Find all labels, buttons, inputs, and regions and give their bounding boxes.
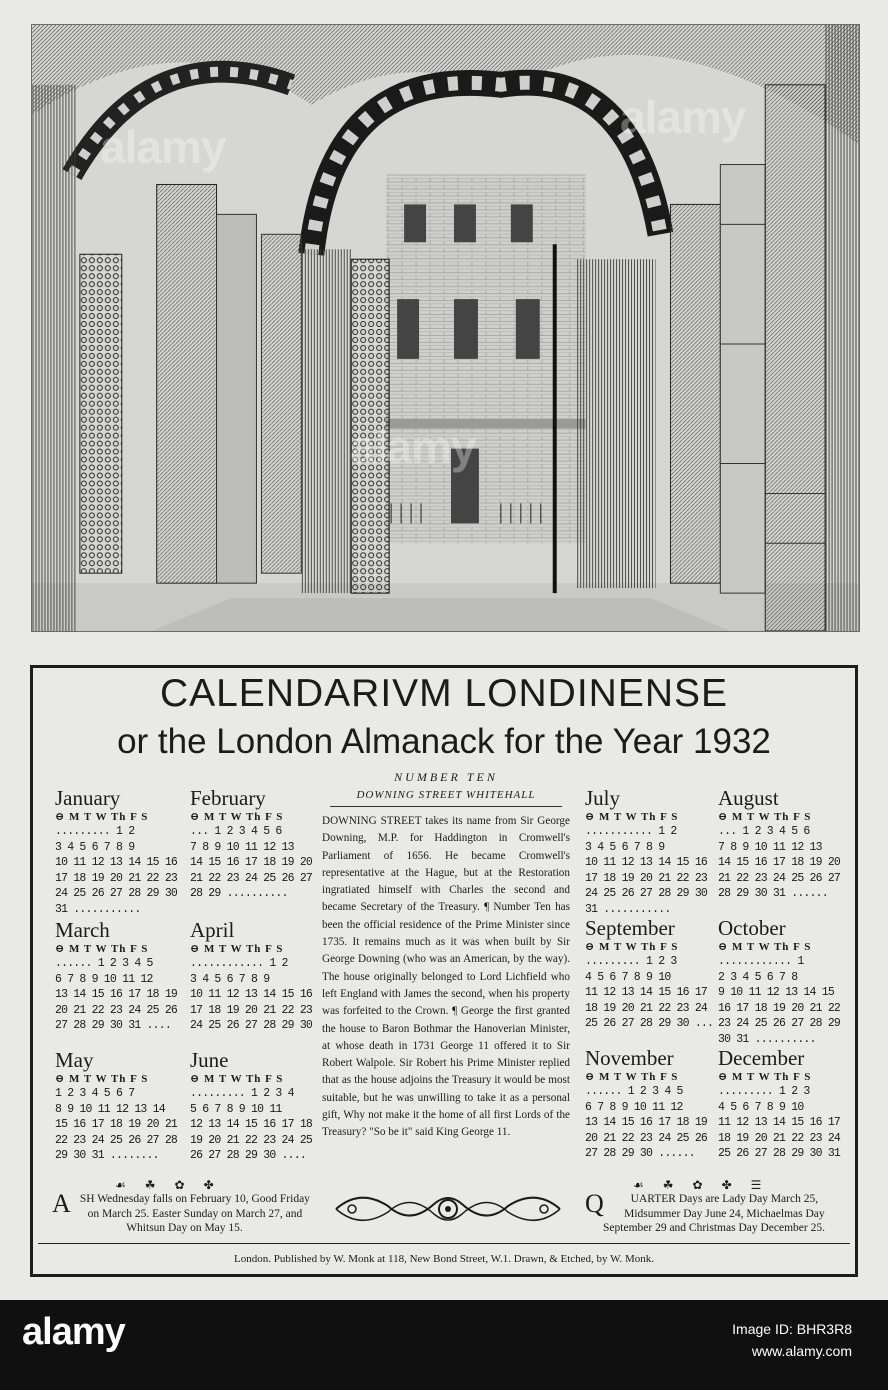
week-row: 6 7 8 9 10 11 12 <box>585 1100 683 1114</box>
note-quarter-days <box>585 1189 843 1236</box>
week-row: 4 5 6 7 8 9 10 <box>718 1100 804 1114</box>
week-row: 4 5 6 7 8 9 10 <box>585 970 671 984</box>
note-text: UARTER Days are Lady Day March 25, Midsummer Day June 24, Michaelmas Day September 29 and Christmas Day December 25. <box>603 1193 825 1234</box>
week-row: 6 7 8 9 10 11 12 <box>55 972 153 986</box>
week-row: 8 9 10 11 12 13 14 <box>55 1102 165 1116</box>
month-november <box>585 1046 717 1162</box>
week-row: 11 12 13 14 15 16 17 <box>585 986 708 999</box>
month-name: March <box>55 918 110 942</box>
publisher-footer: London. Published by W. Monk at 118, New Bond Street, W.1. Drawn, & Etched, by W. Monk. <box>233 1253 655 1265</box>
week-row: 27 28 29 30 ...... <box>585 1147 695 1160</box>
week-row: 20 21 22 23 24 25 26 <box>55 1003 178 1017</box>
week-row: ...... 1 2 3 4 5 <box>55 957 153 970</box>
stock-image-id <box>732 1318 852 1362</box>
stock-logo: alamy <box>22 1311 125 1353</box>
watermark: alamy <box>100 121 226 173</box>
week-row: 17 18 19 20 21 22 23 <box>190 1003 313 1017</box>
stock-url: www.alamy.com <box>751 1343 852 1359</box>
week-row: 18 19 20 21 22 23 24 <box>718 1131 841 1145</box>
month-name: November <box>585 1046 674 1070</box>
week-row: 15 16 17 18 19 20 21 <box>55 1118 178 1131</box>
weekday-header: ⊖ M T W Th F S <box>55 1073 149 1085</box>
drop-cap: A <box>52 1189 71 1218</box>
week-row: 16 17 18 19 20 21 22 <box>718 1001 841 1015</box>
month-name: August <box>718 786 779 810</box>
week-row: 10 11 12 13 14 15 16 <box>585 856 708 869</box>
week-row: ......... 1 2 <box>55 825 135 838</box>
week-row: ............ 1 2 <box>190 957 288 970</box>
decorative-icons-left: ☙ ☘ ✿ ✤ <box>115 1178 222 1192</box>
month-name: September <box>585 916 675 940</box>
week-row: 20 21 22 23 24 25 26 <box>585 1131 708 1145</box>
decorative-icons-right: ☙ ☘ ✿ ✤ ☰ <box>633 1178 770 1192</box>
week-row: 7 8 9 10 11 12 13 <box>190 840 294 854</box>
week-row: 26 27 28 29 30 .... <box>190 1149 306 1162</box>
week-row: 13 14 15 16 17 18 19 <box>55 988 178 1001</box>
week-row: 21 22 23 24 25 26 27 <box>190 871 313 885</box>
article-heading: NUMBER TEN <box>394 770 498 784</box>
week-row: 3 4 5 6 7 8 9 <box>55 840 135 854</box>
week-row: 30 31 .......... <box>718 1032 816 1046</box>
weekday-header: ⊖ M T W Th F S <box>585 941 679 953</box>
week-row: 28 29 30 31 ...... <box>718 887 828 900</box>
note-text: SH Wednesday falls on February 10, Good Friday on March 25. Easter Sunday on March 27, and Whitsun Day on May 15. <box>79 1193 310 1234</box>
week-row: 12 13 14 15 16 17 18 <box>190 1118 313 1131</box>
week-row: 24 25 26 27 28 29 30 <box>55 887 178 900</box>
number-ten-article <box>322 770 570 1142</box>
weekday-header: ⊖ M T W Th F S <box>585 811 679 823</box>
week-row: 22 23 24 25 26 27 28 <box>55 1133 178 1147</box>
calendar-title: CALENDARIVM LONDINENSE <box>159 672 729 715</box>
week-row: 3 4 5 6 7 8 9 <box>190 972 270 986</box>
month-october <box>718 916 850 1047</box>
month-july <box>585 786 717 917</box>
month-december <box>718 1046 850 1162</box>
month-january <box>55 786 187 917</box>
week-row: 14 15 16 17 18 19 20 <box>190 856 313 869</box>
month-march <box>55 918 187 1034</box>
article-body: DOWNING STREET takes its name from Sir George Downing, M.P. for Haddington in Cromwell's Parliament of 1656. He became Cromwell's representative at the Hague, but at the Restoration ingratiated himself with Charles the second and became Secretary of the Treasury. ¶ Number Ten has been the official residence of the Prime Minister since 1735. It remains much as it was when built by Sir George Downing (who was an American, by the way). The house originally belonged to Lord Lichfield who left England with James the second, when his property was forfeited to the Crown. ¶ George the first granted the house to Baron Bothmar the Hanoverian Minister, at whose death in 1731 George 11 offered it to Sir Robert Walpole. Sir Robert his Prime Minister replied that as the house adjoins the Treasury it would be most suitable, but he was unwilling to take it as a personal gift, Why not make it the home of all first Lords of the Treasury? "So be it" said King George 11. <box>322 815 570 1139</box>
month-name: December <box>718 1046 805 1070</box>
month-may <box>55 1048 187 1164</box>
week-row: 31 ........... <box>55 902 141 916</box>
weekday-header: ⊖ M T W Th F S <box>585 1071 679 1083</box>
month-september <box>585 916 717 1032</box>
week-row: 29 30 31 ........ <box>55 1149 159 1162</box>
week-row: 24 25 26 27 28 29 30 <box>585 887 708 900</box>
week-row: 17 18 19 20 21 22 23 <box>55 871 178 885</box>
weekday-header: ⊖ M T W Th F S <box>190 811 284 823</box>
weekday-header: ⊖ M T W Th F S <box>718 811 812 823</box>
week-row: ... 1 2 3 4 5 6 <box>718 825 810 838</box>
month-name: April <box>190 918 235 942</box>
watermark: alamy <box>350 421 476 473</box>
week-row: 25 26 27 28 29 30 ... <box>585 1017 714 1030</box>
week-row: 5 6 7 8 9 10 11 <box>190 1102 282 1116</box>
week-row: 3 4 5 6 7 8 9 <box>585 840 665 854</box>
month-name: January <box>55 786 121 810</box>
week-row: ... 1 2 3 4 5 6 <box>190 825 282 838</box>
month-name: June <box>190 1048 229 1072</box>
week-row: 24 25 26 27 28 29 30 <box>190 1019 313 1032</box>
week-row: 25 26 27 28 29 30 31 <box>718 1147 841 1160</box>
month-name: May <box>55 1048 94 1072</box>
week-row: ........... 1 2 <box>585 825 677 838</box>
weekday-header: ⊖ M T W Th F S <box>718 1071 812 1083</box>
image-id-text: Image ID: BHR3R8 <box>732 1321 852 1337</box>
heading-rule <box>330 806 562 807</box>
week-row: ............ 1 <box>718 955 804 968</box>
week-row: 27 28 29 30 31 .... <box>55 1019 171 1032</box>
footer-rule <box>38 1243 850 1244</box>
week-row: 13 14 15 16 17 18 19 <box>585 1116 708 1129</box>
week-row: ......... 1 2 3 <box>718 1085 810 1098</box>
week-row: 7 8 9 10 11 12 13 <box>718 840 822 854</box>
week-row: ......... 1 2 3 <box>585 955 677 968</box>
week-row: 10 11 12 13 14 15 16 <box>55 856 178 869</box>
week-row: 31 ........... <box>585 902 671 916</box>
month-name: October <box>718 916 786 940</box>
month-june <box>190 1048 322 1164</box>
week-row: 1 2 3 4 5 6 7 <box>55 1087 135 1100</box>
week-row: 10 11 12 13 14 15 16 <box>190 988 313 1001</box>
weekday-header: ⊖ M T W Th F S <box>190 943 284 955</box>
month-february <box>190 786 322 902</box>
week-row: 14 15 16 17 18 19 20 <box>718 856 841 869</box>
week-row: 2 3 4 5 6 7 8 <box>718 970 798 984</box>
week-row: 23 24 25 26 27 28 29 <box>718 1017 841 1030</box>
drop-cap: Q <box>585 1189 604 1218</box>
weekday-header: ⊖ M T W Th F S <box>718 941 812 953</box>
month-august <box>718 786 850 902</box>
note-easter <box>52 1189 317 1236</box>
week-row: 19 20 21 22 23 24 25 <box>190 1133 313 1147</box>
week-row: 9 10 11 12 13 14 15 <box>718 986 834 999</box>
weekday-header: ⊖ M T W Th F S <box>190 1073 284 1085</box>
month-april <box>190 918 322 1034</box>
calendar-subtitle: or the London Almanack for the Year 1932 <box>117 722 771 761</box>
month-name: July <box>585 786 621 810</box>
weekday-header: ⊖ M T W Th F S <box>55 943 149 955</box>
week-row: 11 12 13 14 15 16 17 <box>718 1116 841 1129</box>
week-row: 28 29 .......... <box>190 887 288 900</box>
watermark: alamy <box>620 91 746 143</box>
weekday-header: ⊖ M T W Th F S <box>55 811 149 823</box>
week-row: 17 18 19 20 21 22 23 <box>585 871 708 885</box>
article-subheading: DOWNING STREET WHITEHALL <box>356 789 536 801</box>
month-name: February <box>190 786 266 810</box>
scroll-ornament <box>330 1186 566 1232</box>
week-row: ......... 1 2 3 4 <box>190 1087 294 1100</box>
week-row: 18 19 20 21 22 23 24 <box>585 1001 708 1015</box>
week-row: 21 22 23 24 25 26 27 <box>718 871 841 885</box>
week-row: ...... 1 2 3 4 5 <box>585 1085 683 1098</box>
